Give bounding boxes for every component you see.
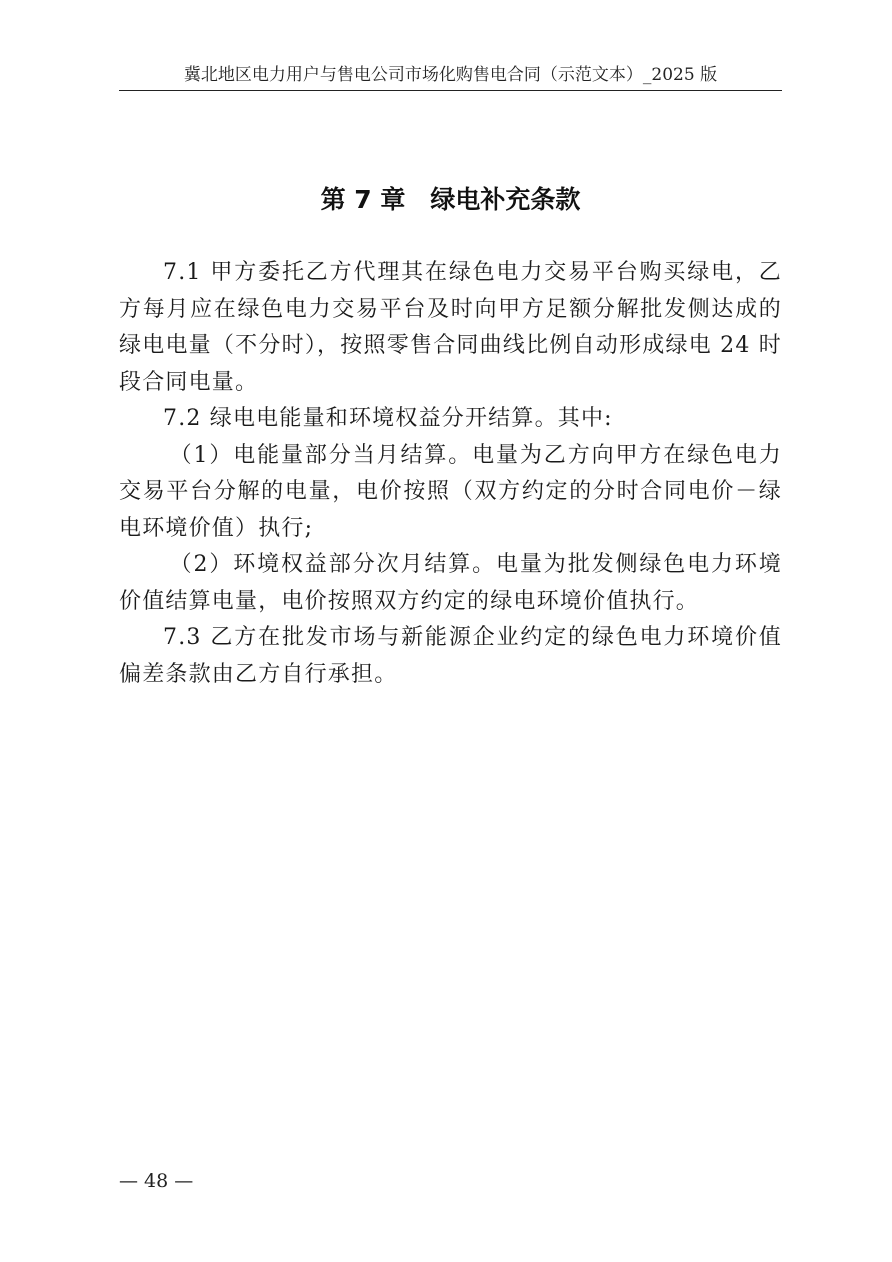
clause-7-2-item-2: （2）环境权益部分次月结算。电量为批发侧绿色电力环境价值结算电量，电价按照双方约定的绿电环境价值执行。 xyxy=(119,552,782,614)
chapter-body xyxy=(119,255,782,693)
clause-7-1: 7.1 甲方委托乙方代理其在绿色电力交易平台购买绿电，乙方每月应在绿色电力交易平台及时向甲方足额分解批发侧达成的绿电电量（不分时），按照零售合同曲线比例自动形成绿电 24 时段合同电量。 xyxy=(119,260,782,395)
running-header: 冀北地区电力用户与售电公司市场化购售电合同（示范文本）_2025 版 xyxy=(119,60,782,91)
clause-7-2: 7.2 绿电电能量和环境权益分开结算。其中: xyxy=(163,406,613,431)
clause-7-2-item-1: （1）电能量部分当月结算。电量为乙方向甲方在绿色电力交易平台分解的电量，电价按照（双方约定的分时合同电价－绿电环境价值）执行; xyxy=(119,442,782,541)
chapter-title: 第 7 章 绿电补充条款 xyxy=(320,185,581,214)
page-number: — 48 — xyxy=(119,1170,194,1192)
clause-7-3: 7.3 乙方在批发市场与新能源企业约定的绿色电力环境价值偏差条款由乙方自行承担。 xyxy=(119,625,782,687)
